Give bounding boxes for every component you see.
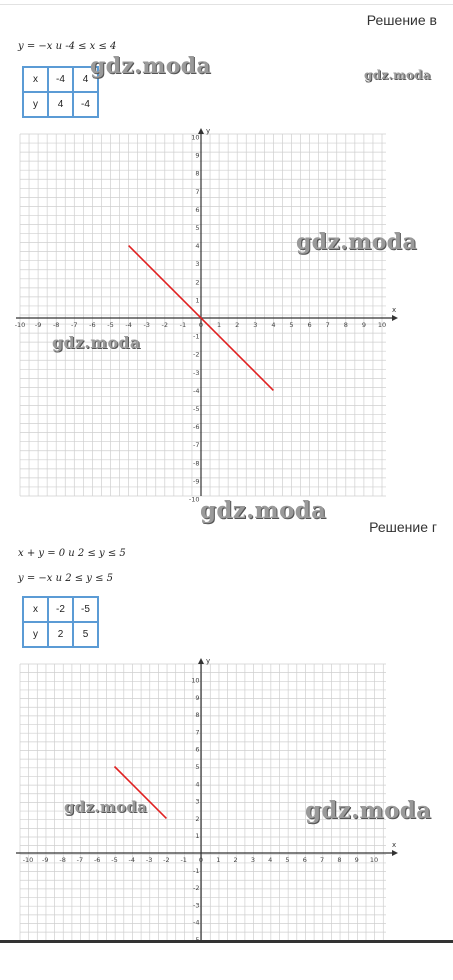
- y-tick-label: -9: [193, 477, 200, 486]
- watermark: gdz.moda: [64, 798, 148, 816]
- x-tick-label: 3: [250, 856, 255, 864]
- y-tick-label: 8: [195, 169, 200, 178]
- x-tick-label: -4: [128, 856, 136, 864]
- x-tick-label: 8: [337, 856, 342, 864]
- y-axis-arrow: [198, 658, 204, 664]
- table-cell: -2: [48, 597, 73, 622]
- x-tick-label: 5: [285, 856, 290, 864]
- x-axis-label: x: [392, 306, 397, 314]
- table-cell: 4: [48, 92, 73, 117]
- table-cell: -4: [73, 92, 98, 117]
- y-tick-label: 6: [195, 205, 200, 214]
- y-tick-label: 1: [195, 296, 200, 305]
- x-tick-label: -6: [93, 856, 101, 864]
- x-tick-label: -3: [143, 321, 150, 329]
- watermark: gdz.moda: [52, 333, 141, 352]
- x-tick-label: 6: [302, 856, 307, 864]
- formula-g-1: x + y = 0 и 2 ≤ y ≤ 5: [18, 548, 126, 559]
- top-divider: [0, 4, 453, 5]
- grid: [20, 134, 386, 496]
- x-axis-arrow: [392, 315, 398, 321]
- x-tick-label: 7: [325, 321, 330, 329]
- x-tick-label: 10: [377, 321, 387, 329]
- x-tick-label: -2: [161, 321, 169, 329]
- y-axis-label: y: [206, 657, 211, 665]
- y-tick-label: -3: [193, 901, 200, 910]
- formula-v-1: y = −x и -4 ≤ x ≤ 4: [18, 41, 117, 52]
- bottom-divider: [0, 940, 453, 943]
- y-tick-label: -5: [193, 405, 200, 413]
- x-tick-label: 10: [369, 856, 379, 864]
- x-tick-label: -9: [42, 856, 49, 864]
- table-cell: x: [23, 597, 48, 622]
- x-tick-label: -8: [52, 321, 60, 329]
- y-tick-label: 10: [191, 676, 200, 685]
- y-tick-label: 1: [195, 832, 200, 841]
- values-table-v: [22, 66, 99, 118]
- x-axis-arrow: [392, 850, 398, 856]
- y-tick-label: 8: [195, 711, 200, 720]
- x-tick-label: 1: [217, 321, 222, 329]
- y-tick-label: 9: [195, 151, 200, 160]
- table-row: [23, 622, 98, 647]
- y-axis-label: y: [206, 127, 211, 135]
- x-tick-label: -10: [14, 321, 26, 329]
- y-tick-label: -8: [193, 459, 200, 468]
- section-heading-v: Решение в: [366, 12, 437, 28]
- x-tick-label: -8: [59, 856, 66, 864]
- x-tick-label: 6: [307, 321, 312, 329]
- y-tick-label: 5: [195, 224, 200, 232]
- x-tick-label: 4: [268, 856, 273, 864]
- x-tick-label: -4: [125, 321, 132, 329]
- x-tick-label: 3: [253, 321, 258, 329]
- x-tick-label: 2: [233, 856, 238, 864]
- table-cell: 4: [73, 67, 98, 92]
- x-tick-label: -1: [179, 321, 187, 329]
- table-cell: y: [23, 92, 48, 117]
- x-tick-label: -7: [76, 856, 84, 864]
- y-tick-label: -2: [193, 350, 200, 359]
- x-tick-label: -2: [163, 856, 170, 864]
- y-tick-label: -10: [188, 495, 200, 504]
- x-tick-label: 5: [289, 321, 294, 329]
- y-tick-label: -1: [193, 332, 200, 341]
- x-tick-label: -6: [89, 321, 96, 329]
- x-tick-label: 4: [271, 321, 276, 329]
- y-tick-label: 5: [195, 763, 200, 771]
- y-tick-label: 2: [195, 278, 200, 287]
- y-tick-label: 10: [191, 133, 200, 142]
- y-tick-label: -2: [193, 884, 200, 893]
- formula-g-2: y = −x и 2 ≤ y ≤ 5: [18, 573, 114, 584]
- x-tick-label: -5: [111, 856, 118, 864]
- y-tick-label: -4: [193, 386, 200, 395]
- table-row: [23, 597, 98, 622]
- y-tick-label: -3: [193, 368, 200, 377]
- x-axis-label: x: [392, 841, 397, 849]
- y-tick-label: 4: [195, 780, 200, 789]
- x-tick-label: 1: [216, 856, 221, 864]
- table-cell: x: [23, 67, 48, 92]
- table-cell: -5: [73, 597, 98, 622]
- watermark: gdz.moda: [364, 68, 432, 82]
- y-tick-label: 3: [195, 260, 200, 269]
- x-tick-label: -3: [145, 856, 153, 864]
- y-tick-label: -4: [193, 918, 200, 927]
- x-tick-label: 9: [354, 856, 359, 864]
- y-tick-label: -6: [193, 423, 200, 432]
- y-tick-label: 6: [195, 745, 200, 754]
- x-tick-label: -1: [180, 856, 187, 864]
- y-tick-label: 2: [195, 814, 200, 823]
- values-table-g: [22, 596, 99, 648]
- x-tick-label: -5: [107, 321, 114, 329]
- x-tick-label: -9: [34, 321, 42, 329]
- table-cell: 2: [48, 622, 73, 647]
- y-tick-label: 4: [195, 242, 200, 251]
- y-tick-label: 7: [195, 187, 200, 196]
- x-tick-label: 8: [343, 321, 348, 329]
- table-cell: 5: [73, 622, 98, 647]
- y-tick-label: 9: [195, 693, 200, 702]
- x-tick-label: 2: [235, 321, 240, 329]
- y-tick-label: 7: [195, 728, 200, 737]
- watermark: gdz.moda: [200, 497, 327, 524]
- x-tick-label: -7: [71, 321, 78, 329]
- watermark: gdz.moda: [296, 229, 417, 255]
- x-tick-label: 0: [198, 321, 204, 329]
- table-cell: y: [23, 622, 48, 647]
- coordinate-graph-v: [14, 128, 398, 503]
- x-tick-label: 7: [320, 856, 325, 864]
- x-tick-label: -10: [22, 856, 34, 864]
- watermark: gdz.moda: [305, 797, 432, 824]
- section-heading-g: Решение г: [369, 519, 437, 535]
- table-row: [23, 67, 98, 92]
- y-tick-label: -1: [193, 866, 200, 875]
- table-cell: -4: [48, 67, 73, 92]
- x-tick-label: 0: [198, 856, 204, 864]
- table-row: [23, 92, 98, 117]
- watermark: gdz.moda: [90, 53, 211, 79]
- y-tick-label: -7: [193, 441, 200, 450]
- x-tick-label: 9: [361, 321, 366, 329]
- y-tick-label: 3: [195, 797, 200, 806]
